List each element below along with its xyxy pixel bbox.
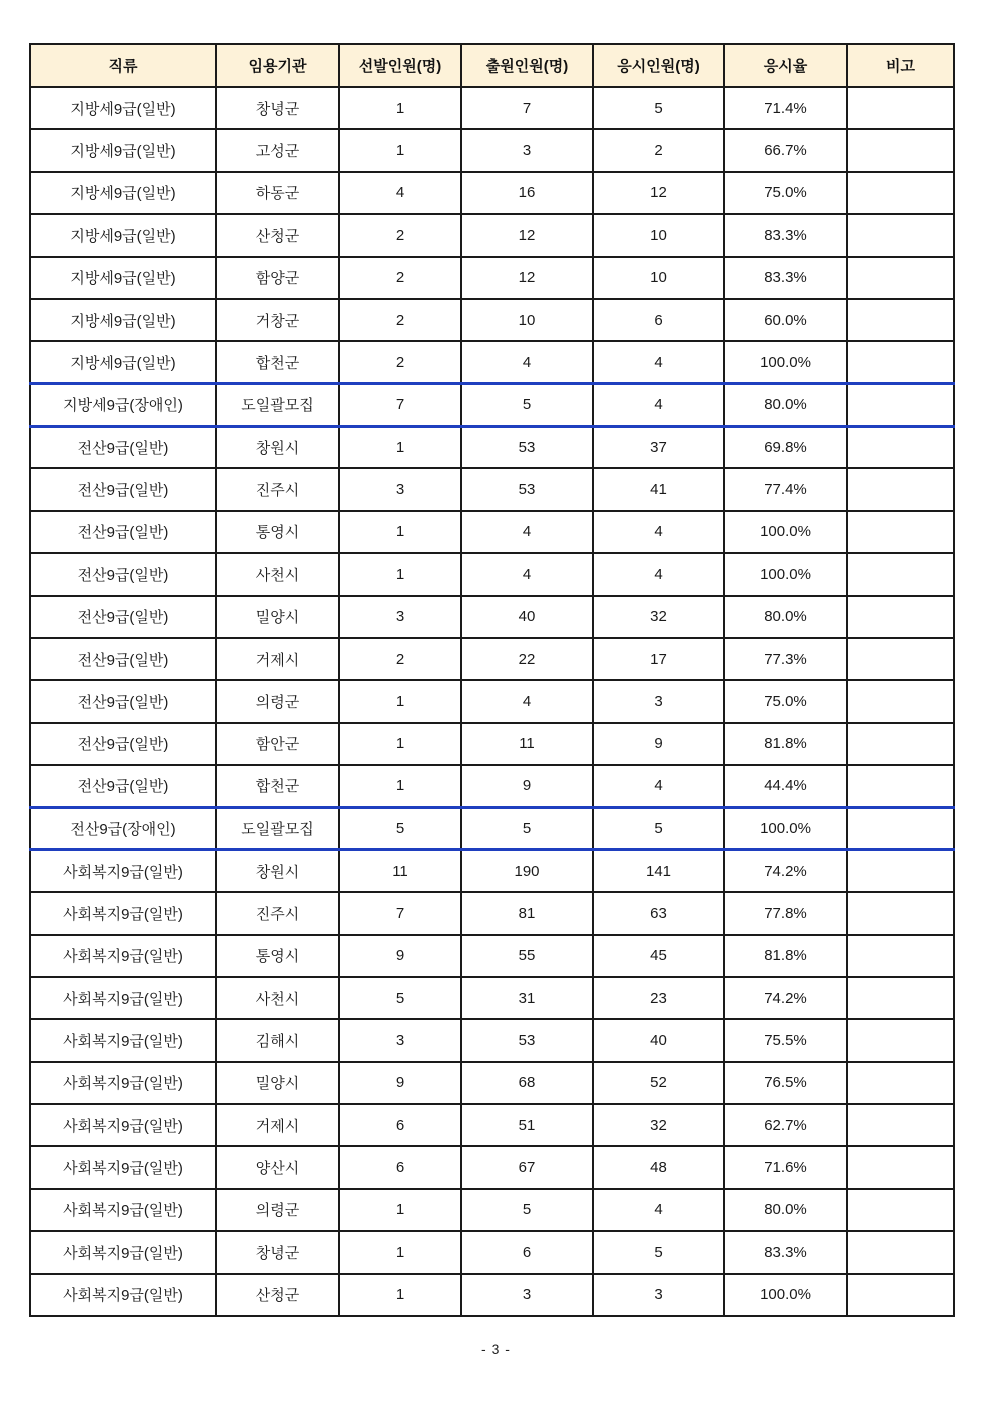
cell-agency: 밀양시 xyxy=(216,1062,339,1104)
cell-agency: 통영시 xyxy=(216,511,339,553)
cell-remarks xyxy=(847,553,954,595)
cell-remarks xyxy=(847,596,954,638)
cell-exam-rate: 100.0% xyxy=(724,553,847,595)
table-row xyxy=(30,299,954,341)
cell-exam-rate: 71.6% xyxy=(724,1146,847,1188)
cell-exam-rate: 100.0% xyxy=(724,341,847,383)
cell-selected-count: 1 xyxy=(339,1189,461,1231)
cell-agency: 김해시 xyxy=(216,1019,339,1061)
cell-exam-rate: 75.5% xyxy=(724,1019,847,1061)
cell-applicant-count: 7 xyxy=(461,87,593,129)
table-row xyxy=(30,384,954,426)
cell-remarks xyxy=(847,935,954,977)
cell-examinee-count: 48 xyxy=(593,1146,724,1188)
cell-selected-count: 2 xyxy=(339,341,461,383)
table-row xyxy=(30,1274,954,1316)
table-row xyxy=(30,511,954,553)
cell-exam-rate: 44.4% xyxy=(724,765,847,807)
cell-applicant-count: 40 xyxy=(461,596,593,638)
cell-applicant-count: 31 xyxy=(461,977,593,1019)
cell-examinee-count: 41 xyxy=(593,468,724,510)
cell-examinee-count: 17 xyxy=(593,638,724,680)
cell-agency: 창녕군 xyxy=(216,1231,339,1273)
cell-agency: 함안군 xyxy=(216,723,339,765)
cell-examinee-count: 4 xyxy=(593,341,724,383)
table-row xyxy=(30,807,954,849)
cell-examinee-count: 4 xyxy=(593,384,724,426)
cell-examinee-count: 5 xyxy=(593,87,724,129)
cell-agency: 거창군 xyxy=(216,299,339,341)
header-selected-count: 선발인원(명) xyxy=(339,44,461,87)
cell-exam-rate: 69.8% xyxy=(724,426,847,468)
header-exam-rate: 응시율 xyxy=(724,44,847,87)
cell-selected-count: 3 xyxy=(339,596,461,638)
cell-selected-count: 6 xyxy=(339,1146,461,1188)
cell-agency: 산청군 xyxy=(216,214,339,256)
table-row xyxy=(30,765,954,807)
table-header xyxy=(30,44,954,87)
cell-examinee-count: 12 xyxy=(593,172,724,214)
cell-job-category: 지방세9급(일반) xyxy=(30,299,216,341)
cell-agency: 도일괄모집 xyxy=(216,807,339,849)
cell-job-category: 지방세9급(일반) xyxy=(30,341,216,383)
cell-selected-count: 7 xyxy=(339,384,461,426)
cell-exam-rate: 100.0% xyxy=(724,807,847,849)
cell-selected-count: 4 xyxy=(339,172,461,214)
cell-agency: 사천시 xyxy=(216,977,339,1019)
table-row xyxy=(30,1146,954,1188)
cell-exam-rate: 83.3% xyxy=(724,214,847,256)
cell-applicant-count: 3 xyxy=(461,1274,593,1316)
cell-examinee-count: 3 xyxy=(593,680,724,722)
cell-job-category: 사회복지9급(일반) xyxy=(30,977,216,1019)
cell-applicant-count: 4 xyxy=(461,553,593,595)
cell-remarks xyxy=(847,511,954,553)
cell-examinee-count: 2 xyxy=(593,129,724,171)
cell-agency: 의령군 xyxy=(216,680,339,722)
cell-remarks xyxy=(847,129,954,171)
cell-remarks xyxy=(847,1104,954,1146)
table-row xyxy=(30,87,954,129)
cell-job-category: 지방세9급(일반) xyxy=(30,87,216,129)
cell-applicant-count: 190 xyxy=(461,850,593,892)
cell-selected-count: 3 xyxy=(339,1019,461,1061)
table-body xyxy=(30,87,954,1316)
cell-selected-count: 1 xyxy=(339,1231,461,1273)
cell-remarks xyxy=(847,1189,954,1231)
cell-selected-count: 9 xyxy=(339,935,461,977)
table-row xyxy=(30,1104,954,1146)
cell-remarks xyxy=(847,638,954,680)
cell-exam-rate: 74.2% xyxy=(724,850,847,892)
cell-exam-rate: 80.0% xyxy=(724,596,847,638)
cell-remarks xyxy=(847,850,954,892)
cell-applicant-count: 4 xyxy=(461,680,593,722)
cell-examinee-count: 45 xyxy=(593,935,724,977)
table-row xyxy=(30,680,954,722)
cell-job-category: 사회복지9급(일반) xyxy=(30,1019,216,1061)
cell-remarks xyxy=(847,977,954,1019)
cell-applicant-count: 9 xyxy=(461,765,593,807)
cell-selected-count: 2 xyxy=(339,638,461,680)
cell-examinee-count: 4 xyxy=(593,765,724,807)
cell-remarks xyxy=(847,892,954,934)
cell-agency: 창원시 xyxy=(216,426,339,468)
cell-job-category: 지방세9급(일반) xyxy=(30,172,216,214)
cell-job-category: 전산9급(일반) xyxy=(30,638,216,680)
cell-job-category: 사회복지9급(일반) xyxy=(30,1062,216,1104)
header-agency: 임용기관 xyxy=(216,44,339,87)
table-row xyxy=(30,1231,954,1273)
cell-examinee-count: 37 xyxy=(593,426,724,468)
cell-applicant-count: 6 xyxy=(461,1231,593,1273)
cell-agency: 밀양시 xyxy=(216,596,339,638)
cell-remarks xyxy=(847,765,954,807)
header-remarks: 비고 xyxy=(847,44,954,87)
cell-agency: 진주시 xyxy=(216,892,339,934)
cell-agency: 창녕군 xyxy=(216,87,339,129)
cell-job-category: 지방세9급(일반) xyxy=(30,214,216,256)
cell-job-category: 사회복지9급(일반) xyxy=(30,1274,216,1316)
table-row xyxy=(30,596,954,638)
cell-selected-count: 1 xyxy=(339,723,461,765)
cell-job-category: 전산9급(장애인) xyxy=(30,807,216,849)
table-row xyxy=(30,1062,954,1104)
cell-examinee-count: 5 xyxy=(593,807,724,849)
table-row xyxy=(30,214,954,256)
cell-remarks xyxy=(847,1231,954,1273)
cell-job-category: 사회복지9급(일반) xyxy=(30,1104,216,1146)
cell-applicant-count: 53 xyxy=(461,426,593,468)
cell-exam-rate: 81.8% xyxy=(724,723,847,765)
cell-job-category: 지방세9급(일반) xyxy=(30,129,216,171)
cell-exam-rate: 66.7% xyxy=(724,129,847,171)
cell-applicant-count: 4 xyxy=(461,511,593,553)
cell-job-category: 전산9급(일반) xyxy=(30,765,216,807)
cell-applicant-count: 51 xyxy=(461,1104,593,1146)
cell-remarks xyxy=(847,723,954,765)
cell-remarks xyxy=(847,299,954,341)
table-row xyxy=(30,935,954,977)
cell-selected-count: 11 xyxy=(339,850,461,892)
cell-applicant-count: 67 xyxy=(461,1146,593,1188)
cell-selected-count: 3 xyxy=(339,468,461,510)
cell-selected-count: 1 xyxy=(339,765,461,807)
cell-selected-count: 1 xyxy=(339,553,461,595)
header-applicant-count: 출원인원(명) xyxy=(461,44,593,87)
cell-examinee-count: 10 xyxy=(593,214,724,256)
header-row xyxy=(30,44,954,87)
cell-exam-rate: 76.5% xyxy=(724,1062,847,1104)
cell-applicant-count: 3 xyxy=(461,129,593,171)
cell-exam-rate: 71.4% xyxy=(724,87,847,129)
cell-applicant-count: 12 xyxy=(461,257,593,299)
cell-job-category: 전산9급(일반) xyxy=(30,426,216,468)
cell-exam-rate: 77.3% xyxy=(724,638,847,680)
cell-exam-rate: 75.0% xyxy=(724,680,847,722)
cell-exam-rate: 80.0% xyxy=(724,1189,847,1231)
table-row xyxy=(30,257,954,299)
cell-agency: 사천시 xyxy=(216,553,339,595)
cell-remarks xyxy=(847,257,954,299)
cell-examinee-count: 32 xyxy=(593,1104,724,1146)
cell-agency: 통영시 xyxy=(216,935,339,977)
cell-remarks xyxy=(847,426,954,468)
cell-remarks xyxy=(847,680,954,722)
cell-agency: 양산시 xyxy=(216,1146,339,1188)
cell-selected-count: 1 xyxy=(339,680,461,722)
cell-remarks xyxy=(847,384,954,426)
cell-selected-count: 1 xyxy=(339,426,461,468)
cell-remarks xyxy=(847,1274,954,1316)
cell-selected-count: 1 xyxy=(339,511,461,553)
cell-exam-rate: 100.0% xyxy=(724,511,847,553)
cell-examinee-count: 9 xyxy=(593,723,724,765)
cell-applicant-count: 68 xyxy=(461,1062,593,1104)
cell-selected-count: 7 xyxy=(339,892,461,934)
header-job-category: 직류 xyxy=(30,44,216,87)
cell-remarks xyxy=(847,807,954,849)
cell-exam-rate: 80.0% xyxy=(724,384,847,426)
cell-selected-count: 2 xyxy=(339,257,461,299)
cell-agency: 산청군 xyxy=(216,1274,339,1316)
cell-exam-rate: 75.0% xyxy=(724,172,847,214)
cell-applicant-count: 5 xyxy=(461,1189,593,1231)
cell-examinee-count: 32 xyxy=(593,596,724,638)
cell-exam-rate: 100.0% xyxy=(724,1274,847,1316)
cell-job-category: 전산9급(일반) xyxy=(30,723,216,765)
cell-remarks xyxy=(847,214,954,256)
header-examinee-count: 응시인원(명) xyxy=(593,44,724,87)
cell-examinee-count: 3 xyxy=(593,1274,724,1316)
table-row xyxy=(30,172,954,214)
cell-applicant-count: 53 xyxy=(461,468,593,510)
cell-exam-rate: 77.4% xyxy=(724,468,847,510)
cell-selected-count: 5 xyxy=(339,807,461,849)
cell-exam-rate: 83.3% xyxy=(724,257,847,299)
cell-applicant-count: 4 xyxy=(461,341,593,383)
cell-examinee-count: 63 xyxy=(593,892,724,934)
table-row xyxy=(30,426,954,468)
cell-examinee-count: 4 xyxy=(593,511,724,553)
table-row xyxy=(30,1189,954,1231)
cell-examinee-count: 141 xyxy=(593,850,724,892)
cell-examinee-count: 6 xyxy=(593,299,724,341)
cell-applicant-count: 22 xyxy=(461,638,593,680)
cell-selected-count: 6 xyxy=(339,1104,461,1146)
cell-selected-count: 1 xyxy=(339,1274,461,1316)
cell-selected-count: 2 xyxy=(339,299,461,341)
cell-job-category: 사회복지9급(일반) xyxy=(30,1231,216,1273)
table-row xyxy=(30,892,954,934)
cell-job-category: 사회복지9급(일반) xyxy=(30,935,216,977)
page-number: - 3 - xyxy=(481,1341,511,1357)
table-row xyxy=(30,129,954,171)
cell-agency: 함양군 xyxy=(216,257,339,299)
cell-remarks xyxy=(847,1062,954,1104)
cell-selected-count: 2 xyxy=(339,214,461,256)
table-row xyxy=(30,1019,954,1061)
cell-agency: 합천군 xyxy=(216,341,339,383)
table-row xyxy=(30,723,954,765)
cell-agency: 창원시 xyxy=(216,850,339,892)
cell-selected-count: 1 xyxy=(339,129,461,171)
cell-job-category: 전산9급(일반) xyxy=(30,680,216,722)
cell-applicant-count: 5 xyxy=(461,807,593,849)
cell-exam-rate: 81.8% xyxy=(724,935,847,977)
exam-statistics-table xyxy=(29,43,955,1317)
cell-applicant-count: 12 xyxy=(461,214,593,256)
cell-applicant-count: 5 xyxy=(461,384,593,426)
cell-remarks xyxy=(847,468,954,510)
cell-agency: 도일괄모집 xyxy=(216,384,339,426)
cell-agency: 의령군 xyxy=(216,1189,339,1231)
table-row xyxy=(30,553,954,595)
cell-agency: 거제시 xyxy=(216,638,339,680)
cell-applicant-count: 11 xyxy=(461,723,593,765)
cell-agency: 합천군 xyxy=(216,765,339,807)
cell-examinee-count: 23 xyxy=(593,977,724,1019)
cell-selected-count: 1 xyxy=(339,87,461,129)
cell-job-category: 전산9급(일반) xyxy=(30,553,216,595)
cell-applicant-count: 16 xyxy=(461,172,593,214)
table-row xyxy=(30,468,954,510)
cell-selected-count: 9 xyxy=(339,1062,461,1104)
cell-job-category: 전산9급(일반) xyxy=(30,596,216,638)
cell-applicant-count: 55 xyxy=(461,935,593,977)
cell-exam-rate: 74.2% xyxy=(724,977,847,1019)
cell-job-category: 지방세9급(장애인) xyxy=(30,384,216,426)
cell-examinee-count: 10 xyxy=(593,257,724,299)
cell-remarks xyxy=(847,87,954,129)
cell-examinee-count: 52 xyxy=(593,1062,724,1104)
cell-selected-count: 5 xyxy=(339,977,461,1019)
cell-job-category: 사회복지9급(일반) xyxy=(30,1146,216,1188)
cell-job-category: 사회복지9급(일반) xyxy=(30,850,216,892)
cell-remarks xyxy=(847,341,954,383)
cell-job-category: 사회복지9급(일반) xyxy=(30,892,216,934)
cell-agency: 진주시 xyxy=(216,468,339,510)
cell-examinee-count: 5 xyxy=(593,1231,724,1273)
cell-agency: 거제시 xyxy=(216,1104,339,1146)
cell-examinee-count: 4 xyxy=(593,1189,724,1231)
cell-job-category: 전산9급(일반) xyxy=(30,468,216,510)
table-row xyxy=(30,977,954,1019)
cell-agency: 고성군 xyxy=(216,129,339,171)
table-row xyxy=(30,850,954,892)
cell-job-category: 전산9급(일반) xyxy=(30,511,216,553)
cell-remarks xyxy=(847,172,954,214)
table-row xyxy=(30,638,954,680)
cell-exam-rate: 83.3% xyxy=(724,1231,847,1273)
cell-exam-rate: 77.8% xyxy=(724,892,847,934)
cell-applicant-count: 10 xyxy=(461,299,593,341)
cell-agency: 하동군 xyxy=(216,172,339,214)
table-row xyxy=(30,341,954,383)
cell-applicant-count: 53 xyxy=(461,1019,593,1061)
cell-remarks xyxy=(847,1146,954,1188)
cell-remarks xyxy=(847,1019,954,1061)
cell-exam-rate: 62.7% xyxy=(724,1104,847,1146)
cell-exam-rate: 60.0% xyxy=(724,299,847,341)
cell-examinee-count: 4 xyxy=(593,553,724,595)
cell-examinee-count: 40 xyxy=(593,1019,724,1061)
cell-applicant-count: 81 xyxy=(461,892,593,934)
cell-job-category: 사회복지9급(일반) xyxy=(30,1189,216,1231)
cell-job-category: 지방세9급(일반) xyxy=(30,257,216,299)
